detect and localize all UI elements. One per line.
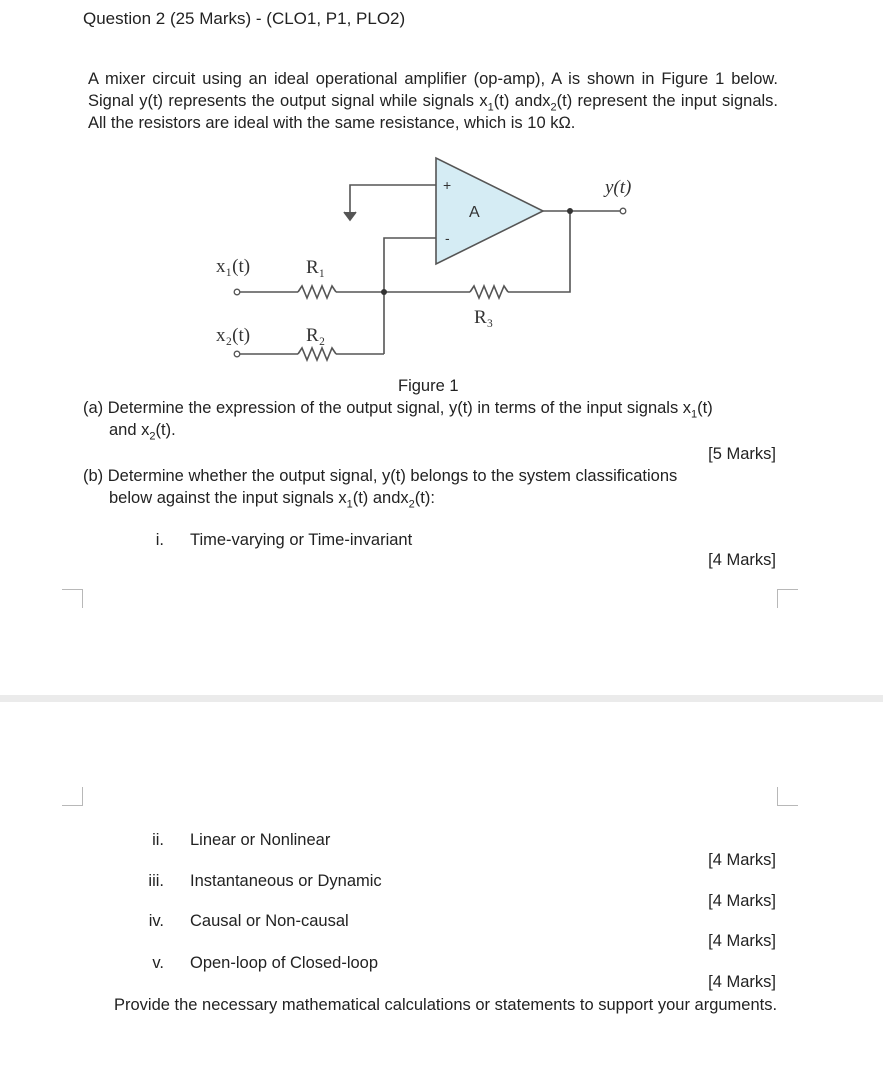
mixer-circuit-figure [0, 0, 883, 400]
question-title: Question 2 (25 Marks) - (CLO1, P1, PLO2) [83, 9, 406, 28]
page-corner-mark [62, 787, 83, 806]
page-corner-mark [777, 787, 798, 806]
item-5-marks: [4 Marks] [708, 973, 776, 991]
item-4-text: Causal or Non-causal [190, 912, 349, 930]
ground-arrow [344, 212, 356, 220]
item-3-number: iii. [148, 872, 164, 890]
opamp-plus-sign: + [443, 177, 452, 193]
page-break-divider [0, 695, 883, 702]
part-a [83, 397, 778, 441]
x2-terminal [234, 351, 240, 357]
page-corner-mark [777, 589, 798, 608]
item-1-marks: [4 Marks] [708, 551, 776, 569]
item-2-marks: [4 Marks] [708, 851, 776, 869]
r1-label: R₁ [306, 257, 326, 278]
opamp-minus-sign: - [445, 230, 450, 246]
part-b-line1: (b) Determine whether the output signal, y(t) belongs to the system classifications [83, 467, 678, 485]
y-label: y(t) [605, 177, 632, 198]
inverting-input-wire [384, 238, 436, 354]
closing-instruction: Provide the necessary mathematical calculations or statements to support your arguments. [114, 996, 778, 1014]
r3-label: R₃ [474, 307, 494, 328]
r2-label: R₂ [306, 325, 326, 346]
part-a-line1: (a) Determine the expression of the output signal, y(t) in terms of the input signals $x_1(t)$ [83, 399, 713, 421]
item-3-marks: [4 Marks] [708, 892, 776, 910]
item-1-text: Time-varying or Time-invariant [190, 531, 413, 549]
junction-node-input [381, 289, 387, 295]
ground-wire [350, 185, 436, 215]
opamp-label: A [469, 204, 480, 221]
item-2-number: ii. [152, 831, 164, 849]
item-5-text: Open-loop of Closed-loop [190, 954, 379, 972]
figure-caption: Figure 1 [398, 377, 459, 395]
part-b-line2: below against the input signals $x_1(t)$ andx$_2$(t): [109, 489, 435, 511]
part-b [83, 465, 778, 509]
item-5-number: v. [152, 954, 164, 972]
item-4-marks: [4 Marks] [708, 932, 776, 950]
y-terminal [620, 208, 626, 214]
part-a-line2: and $x_2(t)$. [109, 421, 176, 443]
item-4-number: iv. [148, 912, 164, 930]
x1-label: x₁(t) [216, 256, 251, 277]
x2-label: x₂(t) [216, 325, 251, 346]
junction-node-output [567, 208, 573, 214]
r1-resistor [298, 286, 336, 298]
question-intro: A mixer circuit using an ideal operational amplifier (op-amp), A is shown in Figure 1 below. Signal y(t) represents the output signal while signals $x_1(t)$ andx$_2$(t) represent the input signals. All the resistors are ideal with the same resistance, which is 10 kΩ. [88, 70, 778, 132]
x1-terminal [234, 289, 240, 295]
item-1-number: i. [155, 531, 164, 549]
item-3-text: Instantaneous or Dynamic [190, 872, 382, 890]
r2-resistor [298, 348, 336, 360]
r3-resistor [470, 286, 508, 298]
opamp-triangle [436, 158, 543, 264]
part-a-marks: [5 Marks] [708, 445, 776, 463]
item-2-text: Linear or Nonlinear [190, 831, 331, 849]
page-corner-mark [62, 589, 83, 608]
